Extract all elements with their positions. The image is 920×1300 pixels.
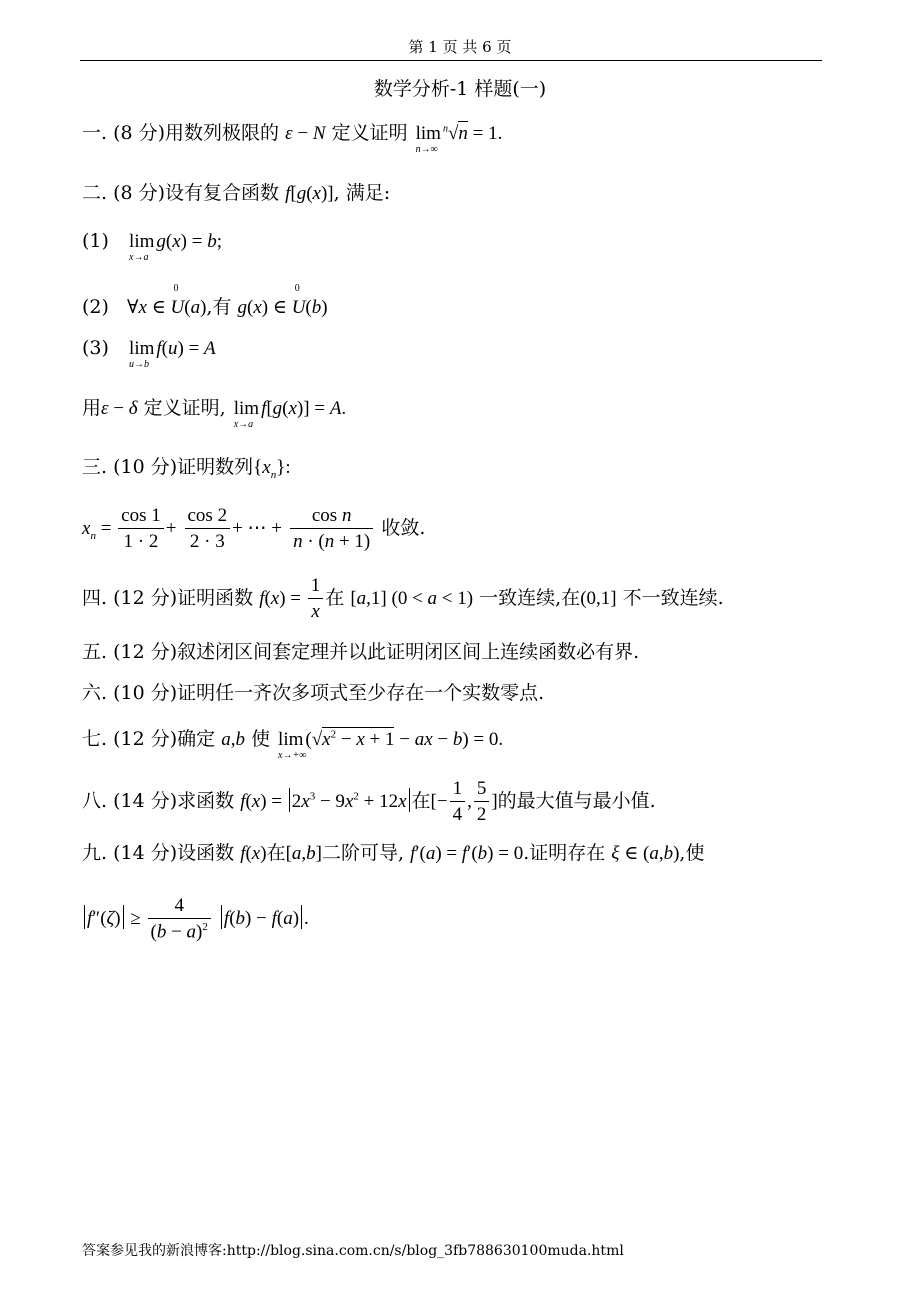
problem-9-formula: f″(ζ) ≥ $\frac{4}{(b - a)^2}$ f(b) − f(a) . bbox=[82, 895, 309, 943]
problem-8-number: 八. (14 分) bbox=[82, 790, 178, 812]
problem-2-conclusion: 用ε − δ 定义证明, lim x→a f[g(x)] = A. bbox=[82, 397, 347, 430]
footer-blog-note: 答案参见我的新浪博客:http://blog.sina.com.cn/s/blog_3fb788630100muda.html bbox=[82, 1243, 624, 1259]
page-header: 第 1 页 共 6 页 bbox=[408, 38, 512, 56]
problem-2-text-a: 设有复合函数 bbox=[165, 182, 280, 204]
problem-1-text-b: 定义证明 bbox=[331, 122, 408, 144]
problem-3-number: 三. (10 分) bbox=[82, 456, 178, 478]
header-rule bbox=[80, 60, 822, 61]
problem-9-number: 九. (14 分) bbox=[82, 842, 178, 864]
problem-1-text-a: 用数列极限的 bbox=[165, 122, 280, 144]
problem-8: 八. (14 分)求函数 $f(x) = 2x^3 - 9x^2 + 12x$ 在[− $\frac{1}{4}$ , $\frac{5}{2}$ ]的最大值与最小值. bbox=[82, 778, 656, 825]
problem-3-formula: $x_n$ = $\frac{\cos 1}{1 \cdot 2}$ + $\frac{\cos 2}{2 \cdot 3}$ + ⋯ + $\frac{\text{cos n}}{n \cdot (n + 1)}$ 收敛. bbox=[82, 505, 426, 552]
problem-5: 五. (12 分)叙述闭区间套定理并以此证明闭区间上连续函数必有界. bbox=[82, 641, 640, 663]
problem-1-number: 一. (8 分) bbox=[82, 122, 166, 144]
problem-2-condition-2: (2) ∀x ∈ U 0 (a),有 g(x) ∈ U 0 (b) bbox=[82, 283, 328, 318]
page-title: 数学分析-1 样题(一) bbox=[373, 78, 547, 100]
problem-4-number: 四. (12 分) bbox=[82, 587, 178, 609]
problem-2-condition-1: (1) lim x→a g(x) = b; bbox=[82, 230, 222, 263]
problem-6: 六. (10 分)证明任一齐次多项式至少存在一个实数零点. bbox=[82, 682, 545, 704]
problem-2: 二. (8 分)设有复合函数 f[g(x)], 满足: bbox=[82, 182, 391, 204]
problem-2-condition-3: (3) lim u→b f(u) = A bbox=[82, 337, 216, 370]
problem-2-number: 二. (8 分) bbox=[82, 182, 166, 204]
problem-9: 九. (14 分)设函数 f(x)在[a,b]二阶可导, f′(a) = f′(b) = 0.证明存在 ξ ∈ (a,b),使 bbox=[82, 842, 705, 864]
problem-2-text-b: , 满足: bbox=[333, 182, 391, 204]
problem-7-number: 七. (12 分) bbox=[82, 728, 178, 750]
problem-4: 四. (12 分)证明函数 f(x) = $\frac{1}{x}$ 在 [a,1] (0 < a < 1) 一致连续,在(0,1] 不一致连续. bbox=[82, 575, 724, 622]
problem-7: 七. (12 分)确定 a,b 使 lim x→+∞ ($√x^2 - x + 1$ − ax − b) = 0. bbox=[82, 728, 504, 761]
problem-1: 一. (8 分)用数列极限的 ε − N 定义证明 lim n→∞ $^n$√n = 1. bbox=[82, 122, 503, 155]
problem-3: 三. (10 分)证明数列$\{x_n\}$: bbox=[82, 456, 291, 481]
